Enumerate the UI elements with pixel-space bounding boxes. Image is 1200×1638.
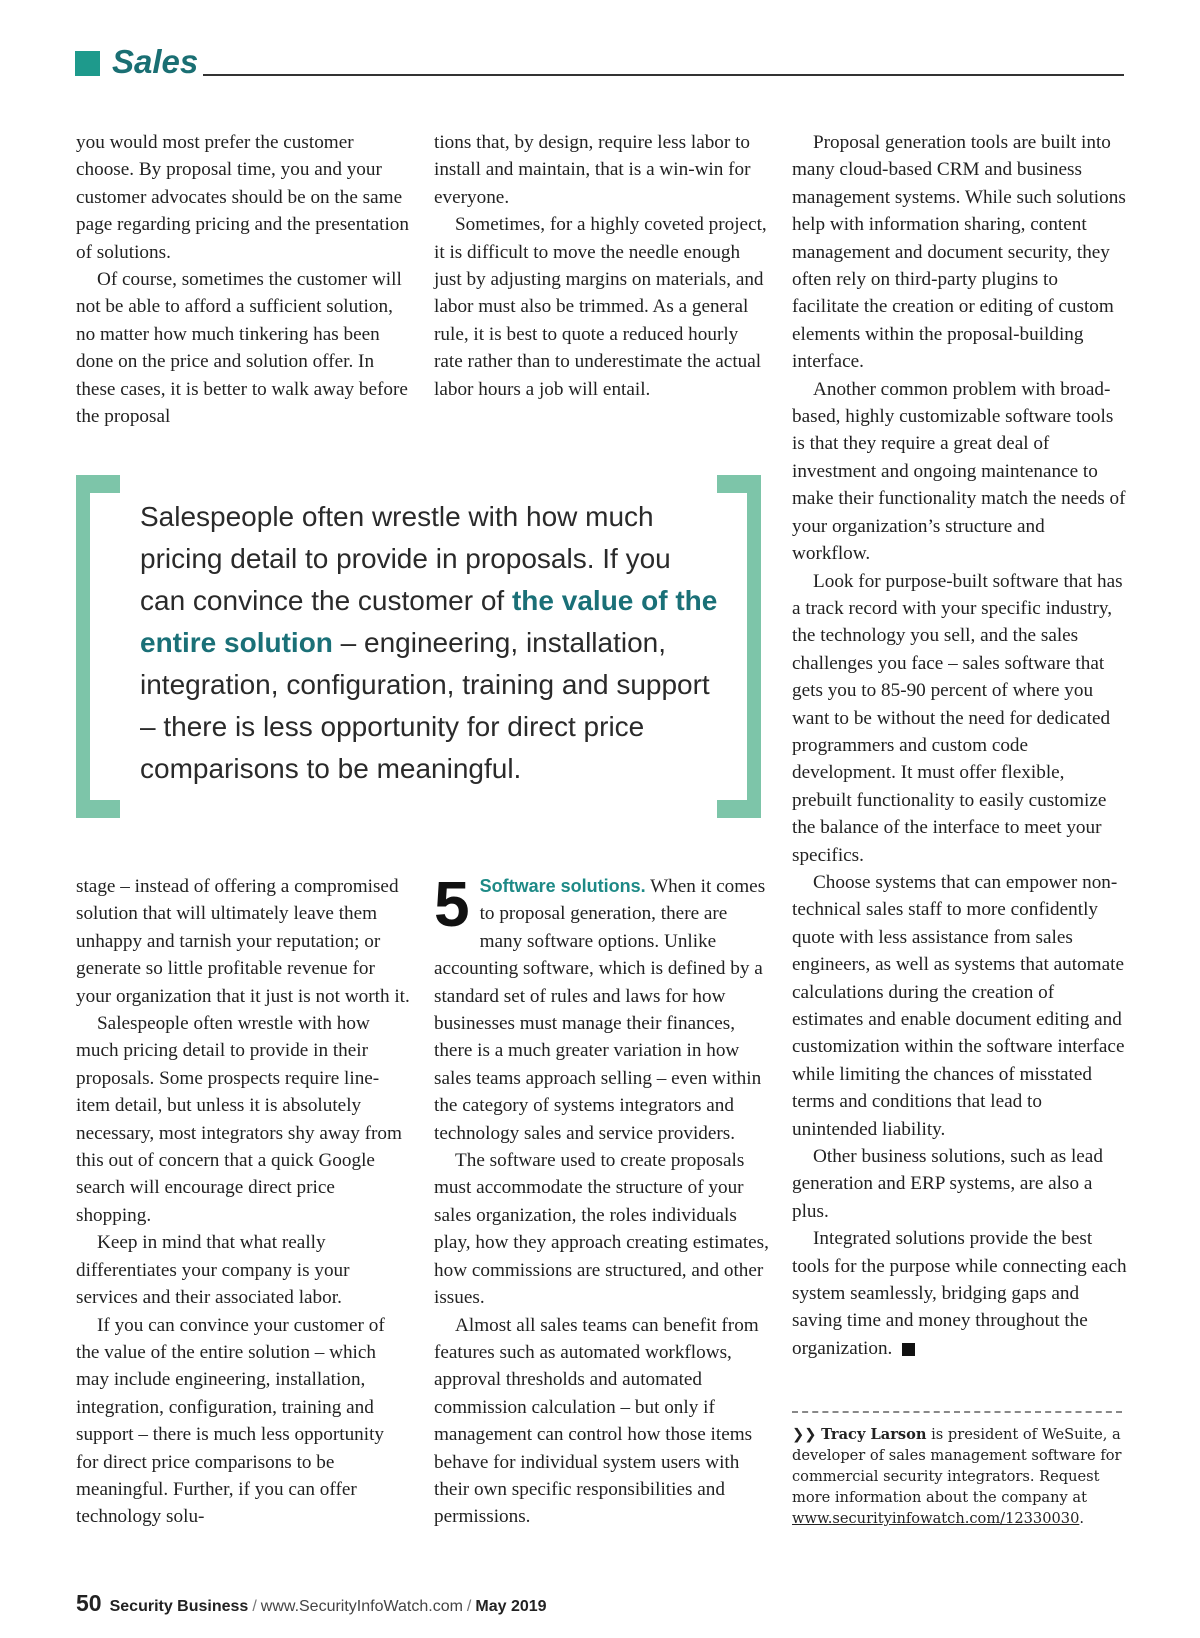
bio-end-punctuation: . [1079, 1510, 1084, 1527]
pullquote-left-bracket [76, 475, 120, 818]
paragraph: Another common problem with broad-based, highly customizable software tools is that they require a great deal of investment and ongoing maintenance to make their functionality match the needs of your organization’s structure and workflow. [792, 378, 1126, 565]
column-3 [792, 129, 1127, 1362]
pullquote-text-before: Salespeople often wrestle with how much pricing detail to provide in proposals. If you can convince the customer of [140, 501, 671, 616]
section-marker-square [75, 51, 100, 76]
author-name: Tracy Larson [821, 1426, 927, 1443]
double-chevron-icon: ❯❯ [792, 1426, 817, 1443]
paragraph: stage – instead of offering a compromised solution that will ultimately leave them unhappy and tarnish your reputation; or generate so little profitable revenue for your organization that it just is not worth it. [76, 876, 410, 1007]
lead-text: When it comes to proposal generation, there are many software options. Unlike accounting software, which is defined by a standard set of rules and laws for how businesses must manage their finances, there is a much greater variation in how sales teams approach selling – even within the category of systems integrators and technology sales and service providers. [434, 876, 766, 1144]
pullquote [140, 496, 720, 790]
author-bio [792, 1424, 1122, 1529]
column-2-bottom [434, 868, 769, 1531]
paragraph: Almost all sales teams can benefit from features such as automated workflows, approval thresholds and automated commission calculation – but only if management can control how those items behave for individual system users with their own specific responsibilities and permissions. [434, 1314, 759, 1528]
bio-divider [792, 1411, 1122, 1413]
paragraph-final [792, 1225, 1127, 1362]
section-heading: Software solutions. [479, 876, 646, 896]
dropcap-number: 5 [434, 868, 470, 940]
paragraph: If you can convince your customer of the value of the entire solution – which may include engineering, installation, integration, configuration, training and support – there is much less opportunity for direct price comparisons to be meaningful. Further, if you can offer technology solu- [76, 1314, 385, 1528]
paragraph: Sometimes, for a highly coveted project, it is difficult to move the needle enough just by adjusting margins on materials, and labor must also be trimmed. As a general rule, it is best to quote a reduced hourly rate rather than to underestimate the actual labor hours a job will entail. [434, 214, 767, 400]
pullquote-text-after: – engineering, installation, integration, configuration, training and support – there is less opportunity for direct price comparisons to be meaningful. [140, 627, 710, 784]
bio-text: is president of WeSuite, a developer of sales management software for commercial security integrators. Request more information about the company at [792, 1426, 1122, 1506]
paragraph: Salespeople often wrestle with how much pricing detail to provide in their proposals. Some prospects require line-item detail, but unless it is absolutely necessary, most integrators shy away from this out of concern that a quick Google search will encourage direct price shopping. [76, 1013, 402, 1226]
page-footer [76, 1590, 547, 1617]
column-2-top [434, 129, 769, 403]
pullquote-right-bracket [717, 475, 761, 818]
paragraph: Look for purpose-built software that has a track record with your specific industry, the technology you sell, and the sales challenges you face – sales software that gets you to 85-90 percent of where you want to be without the need for dedicated programmers and custom code development. It must offer flexible, prebuilt functionality to easily customize the balance of the interface to meet your specifics. [792, 570, 1123, 866]
paragraph: Other business solutions, such as lead generation and ERP systems, are also a plus. [792, 1146, 1103, 1222]
footer-separator: / [466, 1598, 472, 1615]
paragraph: tions that, by design, require less labor to install and maintain, that is a win-win for everyone. [434, 132, 751, 208]
bio-link[interactable]: www.securityinfowatch.com/12330030 [792, 1510, 1080, 1527]
publication-name: Security Business [109, 1598, 249, 1615]
paragraph: Of course, sometimes the customer will not be able to afford a sufficient solution, no matter how much tinkering has been done on the price and solution offer. In these cases, it is better to walk away before the proposal [76, 269, 408, 428]
header-rule [203, 74, 1124, 76]
footer-website: www.SecurityInfoWatch.com [260, 1598, 463, 1615]
issue-date: May 2019 [475, 1598, 547, 1615]
footer-separator: / [252, 1598, 257, 1615]
pullquote-highlight: the value of the entire solution [140, 585, 718, 658]
paragraph: The software used to create proposals must accommodate the structure of your sales organization, the roles individuals play, how they approach creating estimates, how commissions are structured, and other issues. [434, 1150, 769, 1309]
column-1-top [76, 129, 411, 430]
paragraph: you would most prefer the customer choose. By proposal time, you and your customer advocates should be on the same page regarding pricing and the presentation of solutions. [76, 132, 409, 263]
page-number: 50 [76, 1590, 102, 1616]
section-title: Sales [112, 43, 199, 80]
end-of-article-square-icon [902, 1343, 915, 1356]
column-1-bottom [76, 873, 411, 1531]
paragraph: Choose systems that can empower non-technical sales staff to more confidently quote with less assistance from sales engineers, as well as systems that automate calculations during the creation of estimates and enable document editing and customization within the software interface while limiting the chances of misstated terms and conditions that lead to unintended liability. [792, 871, 1125, 1140]
paragraph: Keep in mind that what really differentiates your company is your services and their associated labor. [76, 1232, 350, 1309]
paragraph: Proposal generation tools are built into many cloud-based CRM and business management systems. While such solutions help with information sharing, content management and document security, they often rely on third-party plugins to facilitate the creation or editing of custom elements within the proposal-building interface. [792, 132, 1126, 373]
section-5-lead [434, 868, 769, 1147]
paragraph-text: Integrated solutions provide the best tools for the purpose while connecting each system seamlessly, bridging gaps and saving time and money throughout the organization. [792, 1228, 1127, 1359]
